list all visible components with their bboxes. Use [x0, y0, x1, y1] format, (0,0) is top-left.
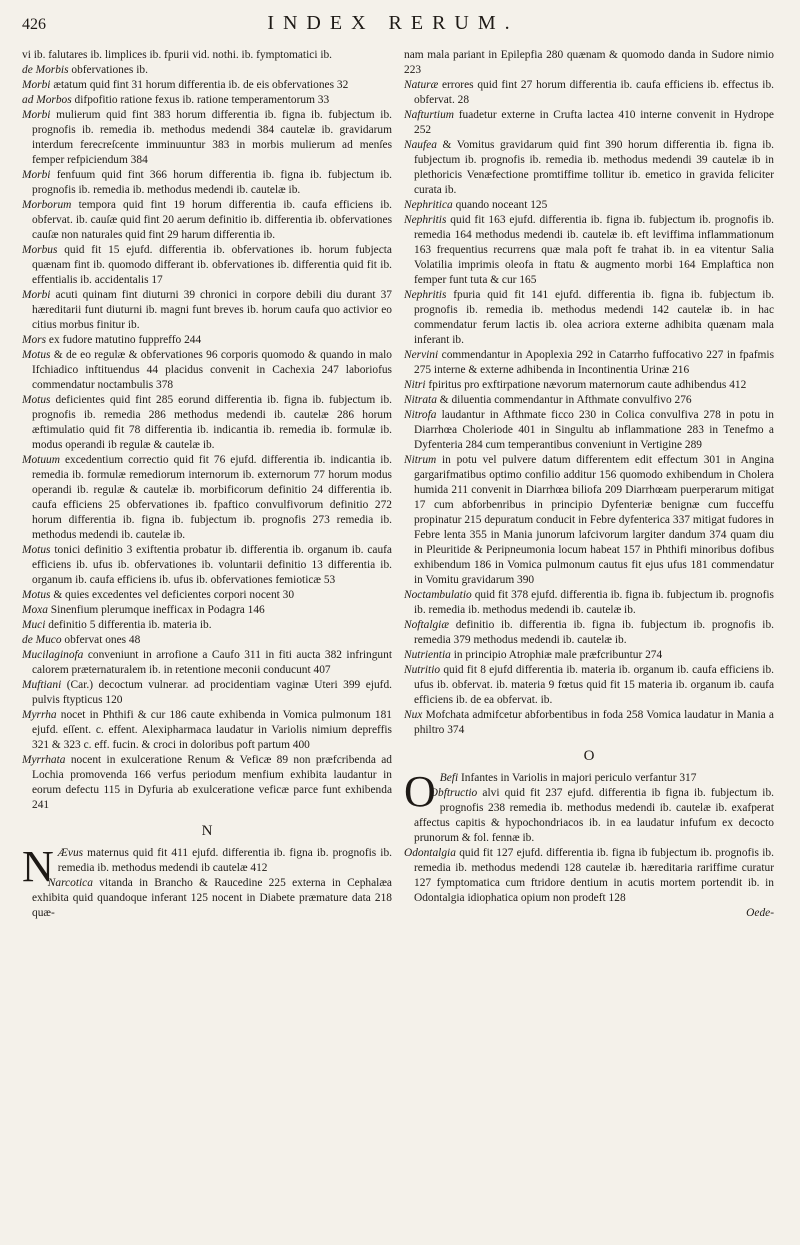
index-entry [404, 846, 774, 906]
entry-headword: Morbi [22, 169, 51, 181]
index-entry [22, 93, 392, 108]
entry-headword: Motus [22, 589, 51, 601]
entry-text: difpofitio ratione fexus ib. ratione temperamentorum 33 [74, 94, 330, 106]
entry-headword: Nephritis [404, 214, 447, 226]
entry-headword: Muci [22, 619, 46, 631]
entry-headword: Morbi [22, 289, 51, 301]
entry-headword: Nephritis [404, 289, 447, 301]
entry-headword: Motus [22, 394, 51, 406]
entry-headword: Nitrum [404, 454, 437, 466]
entry-text: mulierum quid fint 383 horum differentia ib. figna ib. fubjectum ib. prognofis ib. remedia ib. methodus medendi 384 cautelæ ib. gravidarum interdum ferecreſcente imminuuntur 383 in morbis mulierum ad menſes femper refpiciendum 384 [32, 109, 392, 166]
entry-text: & Vomitus gravidarum quid fint 390 horum differentia ib. figna ib. fubjectum ib. prognofis ib. remedia ib. methodus medendi 39 cautelæ ib in plethoricis Venæfectione promtiffime tollitur ib. emetico in gravida feliciter curata ib. [414, 139, 774, 196]
entry-headword: Motus [22, 349, 51, 361]
entry-text: tonici definitio 3 exiftentia probatur ib. differentia ib. organum ib. caufa efficiens ib. ufus ib. obfervationes ib. voluntarii definitio 13 differentia ib. organum ib. caufa efficiens ib. ufus ib. obfervationes femioticæ 53 [32, 544, 392, 586]
entry-headword: Motuum [22, 454, 60, 466]
left-column [22, 48, 392, 921]
entry-text: in principio Atrophiæ male præfcribuntur 274 [453, 649, 663, 661]
entry-headword: Morbi [22, 109, 51, 121]
index-entry [404, 588, 774, 618]
index-entry [22, 108, 392, 168]
entry-text: tempora quid fint 19 horum differentia ib. caufa efficiens ib. obfervat. ib. cauſæ quid fint 20 aerum definitio ib. differentia ib. obfervationes cauſæ non naturales quid fint 29 harum differentia ib. [32, 199, 392, 241]
entry-headword: Odontalgia [404, 847, 456, 859]
index-entry [22, 168, 392, 198]
entry-text: vitanda in Brancho & Raucedine 225 externa in Cephalæa exhibita quid quandoque inferant 125 nocent in Diabete præmature data 218 quæ- [32, 877, 392, 919]
index-entry [22, 618, 392, 633]
entry-headword: Morbus [22, 244, 58, 256]
entry-text: commendantur in Apoplexia 292 in Catarrho fuffocativo 227 in fpafmis 275 interne & externe adhibenda in Incontinentia Urinæ 216 [414, 349, 774, 376]
entry-text: quid fit 127 ejufd. differentia ib. figna ib fubjectum ib. prognofis ib. remedia ib. methodus medendi 128 cautelæ ib. hæreditaria rariffime curatur 127 fymptomatica cum ftridore dentium in acutis mortem portendit ib. in Odontalgia idiophatica opium non prodeft 128 [414, 847, 774, 904]
index-entry [404, 648, 774, 663]
entry-text: & quies excedentes vel deficientes corpori nocent 30 [53, 589, 295, 601]
index-entry [22, 288, 392, 333]
entry-text: Infantes in Variolis in majori periculo verfantur 317 [460, 772, 697, 784]
entry-headword: ad Morbos [22, 94, 72, 106]
index-entry [22, 78, 392, 93]
entry-text: fpiritus pro exftirpatione nævorum maternorum caute adhibendus 412 [428, 379, 747, 391]
entry-headword: Myrrhata [22, 754, 66, 766]
index-entry [22, 48, 392, 63]
entry-headword: Mucilaginofa [22, 649, 84, 661]
entry-text: fenfuum quid fint 366 horum differentia ib. figna ib. fubjectum ib. prognofis ib. remedia ib. methodus medendi ib. cautelæ ib. [32, 169, 393, 196]
entry-headword: Nitrata [404, 394, 437, 406]
index-entry [404, 48, 774, 78]
entry-text: conveniunt in arrofione a Caufo 311 in fiti aucta 382 infringunt calorem præternaturalem ib. in retentione meconii conducunt 407 [32, 649, 392, 676]
entry-headword: Nutrientia [404, 649, 451, 661]
entry-text: definitio 5 differentia ib. materia ib. [48, 619, 212, 631]
entry-headword: Naufea [404, 139, 437, 151]
entry-text: & diluentia commendantur in Afthmate convulfivo 276 [439, 394, 692, 406]
index-entry [22, 453, 392, 543]
entry-text: obfervat ones 48 [64, 634, 141, 646]
catchword: Oede- [746, 907, 774, 919]
entry-text: obfervationes ib. [71, 64, 148, 76]
index-entry [22, 198, 392, 243]
entry-text: fuadetur externe in Crufta lactea 410 interne convenit in Hydrope 252 [414, 109, 774, 136]
index-entry [404, 786, 774, 846]
index-entry [404, 408, 774, 453]
entry-headword: Noftalgiæ [404, 619, 449, 631]
entry-text: ex fudore matutino fuppreffo 244 [48, 334, 202, 346]
entry-headword: Ævus [57, 847, 84, 859]
entry-headword: Nitrofa [404, 409, 437, 421]
entry-text: acuti quinam fint diuturni 39 chronici in corpore debili diu durant 37 hæreditarii funt diuturni ib. magni funt breves ib. horum caufa quo activior eo citius morbus finitur ib. [32, 289, 392, 331]
entry-text: deficientes quid fint 285 eorund differentia ib. figna ib. fubjectum ib. prognofis ib. remedia 286 methodus medendi ib. cautelæ 286 horum æftimulatio quid fit 78 differentia ib. indicantia ib. remedia ib. formulæ ib. modus operandi ib regulæ & cautelæ ib. [32, 394, 392, 451]
entry-headword: Myrrha [22, 709, 57, 721]
index-entry [22, 648, 392, 678]
section-letter: O [583, 748, 595, 764]
entry-text: quid fit 163 ejufd. differentia ib. figna ib. fubjectum ib. prognofis ib. remedia 164 methodus medendi ib. cautelæ ib. eft leviffima inflammationum 163 frequentius recurrens quæ mala poft fe trahat ib. in ea vitentur Salia Volatilia imprimis oleofa in ftatu & augmento morbi 164 Emplaftica non femper funt tuta & cur 165 [414, 214, 774, 286]
page-header [22, 12, 774, 46]
index-entry [22, 393, 392, 453]
index-entry [22, 603, 392, 618]
index-entry [22, 876, 392, 921]
entry-text: definitio ib. differentia ib. figna ib. fubjectum ib. prognofis ib. remedia 379 methodus medendi ib. cautelæ ib. [414, 619, 774, 646]
index-entry [22, 633, 392, 648]
entry-headword: Moxa [22, 604, 48, 616]
entry-text: quid fit 378 ejufd. differentia ib. figna ib. fubjectum ib. prognofis ib. remedia ib. methodus medendi ib. cautelæ ib. [414, 589, 774, 616]
index-entry [404, 708, 774, 738]
entry-text: fpuria quid fit 141 ejufd. differentia ib. figna ib. fubjectum ib. prognofis ib. remedia ib. methodus medendi 142 cautelæ ib. in hac commendatur ferum lactis ib. olea acriora externe adhibita quænam mala inferant ib. [414, 289, 774, 346]
index-entry [404, 378, 774, 393]
entry-headword: Nervini [404, 349, 439, 361]
entry-text: quid fit 8 ejufd differentia ib. materia ib. organum ib. caufa efficiens ib. ufus ib. obfervat. ib. materia 9 fœtus quid fit 15 materia ib. organum ib. caufa efficiens ib. de ea obfervat. ib. [414, 664, 775, 706]
entry-text: in potu vel pulvere datum differentem edit effectum 301 in Angina gargarifmatibus optimo confilio additur 156 quomodo exhibendum in Cholera humida 211 convenit in Diarrhœa biliofa 209 Diarrhœam puerperarum mitigat 17 cum abforbenribus in principio Dyfenteriæ benignæ cum fucceffu propinatur 215 depuratum conducit in Febre dyfenterica 337 mitigat fudores in Febre lenta 355 in Mania junorum lafcivorum largiter dandum 374 quam diu in Pleuritide & Peripneumonia locum habeat 157 in Phthifi minoribus dofibus exhibendum 186 in Vomica pulmonum cautus fit ejus ufus 181 commendatur in Vomitu gravidarum 390 [414, 454, 774, 586]
drop-capital: N [22, 842, 54, 891]
entry-text: quando noceant 125 [455, 199, 548, 211]
entry-headword: Nephritica [404, 199, 453, 211]
entry-text: Sinenfium plerumque inefficax in Podagra 146 [50, 604, 265, 616]
entry-text: laudantur in Afthmate ficco 230 in Colica convulfiva 278 in potu in Diarrhœa Choleriode 401 in Singultu ab inflammatione 283 in Tenefmo a Dyfenteria 284 cum temperantibus conveniunt in Vertigine 289 [414, 409, 774, 451]
entry-text: excedentium correctio quid fit 76 ejufd. differentia ib. indicantia ib. remedia ib. formulæ remediorum internorum ib. externorum 77 horum modus operandi ib. regulæ & cautelæ ib. morbificorum definitio 24 differentia ib. caufa efficiens 25 obfervationes ib. fpaftico convulfivorum definitio 272 horum differentia ib. figna ib. fubjectum ib. prognofis 273 remedia ib. methodus medendi ib. cautelæ ib. [32, 454, 392, 541]
entry-headword: de Morbis [22, 64, 69, 76]
index-entry [404, 213, 774, 288]
index-entry [404, 618, 774, 648]
entry-headword: Naturæ [404, 79, 439, 91]
index-entry [22, 588, 392, 603]
entry-headword: Motus [22, 544, 51, 556]
entry-headword: Nux [404, 709, 423, 721]
index-entry [404, 78, 774, 108]
index-entry [22, 678, 392, 708]
entry-text: ætatum quid fint 31 horum differentia ib. de eis obfervationes 32 [53, 79, 349, 91]
page-title: INDEX RERUM. [267, 12, 519, 34]
entry-headword: Muftiani [22, 679, 62, 691]
entry-headword: Nafturtium [404, 109, 455, 121]
index-entry [404, 288, 774, 348]
entry-headword: Befi [439, 772, 459, 784]
entry-text: quid fit 15 ejufd. differentia ib. obfervationes ib. horum fubjecta quænam fint ib. quomodo differant ib. obfervationes ib. differentia quid fit ib. effentialis ib. accidentalis 17 [32, 244, 392, 286]
index-entry [404, 198, 774, 213]
entry-headword: Mors [22, 334, 47, 346]
index-columns [22, 48, 774, 921]
index-entry [22, 333, 392, 348]
index-entry [404, 453, 774, 588]
entry-headword: Morbi [22, 79, 51, 91]
index-entry [404, 393, 774, 408]
index-entry [404, 348, 774, 378]
entry-headword: Nutritio [404, 664, 441, 676]
entry-text: alvi quid fit 237 ejufd. differentia ib figna ib. fubjectum ib. prognofis 238 remedia ib. methodus medendi ib. cautelæ ib. exafperat affectus capitis & hypochondriacos ib. in ea laudatur infufum ex decocto prunorum & fol. fennæ ib. [414, 787, 774, 844]
index-entry [22, 243, 392, 288]
entry-headword: Obftructio [429, 787, 478, 799]
right-column [404, 48, 774, 921]
index-entry [22, 543, 392, 588]
index-entry [22, 63, 392, 78]
entry-headword: Narcotica [47, 877, 93, 889]
entry-text: nam mala pariant in Epilepfia 280 quænam & quomodo danda in Sudore nimio 223 [404, 49, 774, 76]
entry-headword: Noctambulatio [404, 589, 472, 601]
entry-text: maternus quid fit 411 ejufd. differentia ib. figna ib. prognofis ib. remedia ib. methodus medendi ib cautelæ 412 [57, 847, 392, 874]
index-entry [22, 753, 392, 813]
entry-headword: Nitri [404, 379, 426, 391]
section-letter: N [201, 823, 213, 839]
index-entry [22, 348, 392, 393]
index-entry [404, 663, 774, 708]
entry-text: nocet in Phthifi & cur 186 caute exhibenda in Vomica pulmonum 181 ejufd. eſſent. c. effent. Alexipharmaca laudatur in Variolis nimium depreffis 321 & 323 c. eff. fucin. & croci in doloribus poft partum 400 [32, 709, 392, 751]
index-entry [404, 138, 774, 198]
drop-capital: O [404, 767, 436, 816]
entry-text: nocent in exulceratione Renum & Veficæ 89 non præfcribenda ad Lochia promovenda 166 verfus periodum menfium exhibita laudantur in eorum defectu 115 in Dyfuria ab exulceratione veficæ parce funt exhibenda 241 [32, 754, 393, 811]
entry-text: & de eo regulæ & obfervationes 96 corporis quomodo & quando in malo Ifchiadico inftituendus 44 placidus convenit in Cachexia 247 laboriofus commendatur noctambulis 378 [32, 349, 392, 391]
entry-headword: Morborum [22, 199, 72, 211]
entry-headword: de Muco [22, 634, 62, 646]
entry-text: errores quid fint 27 horum differentia ib. caufa efficiens ib. effectus ib. obfervat. 28 [414, 79, 774, 106]
index-entry [404, 108, 774, 138]
page-number: 426 [22, 16, 46, 33]
index-entry [22, 708, 392, 753]
entry-text: (Car.) decoctum vulnerar. ad procidentiam vaginæ Uteri 399 ejufd. pulvis ftypticus 120 [32, 679, 392, 706]
entry-text: Mofchata admifcetur abforbentibus in foda 258 Vomica laudatur in Mania a philtro 374 [414, 709, 774, 736]
entry-text: vi ib. falutares ib. limplices ib. fpurii vid. nothi. ib. fymptomatici ib. [22, 49, 333, 61]
